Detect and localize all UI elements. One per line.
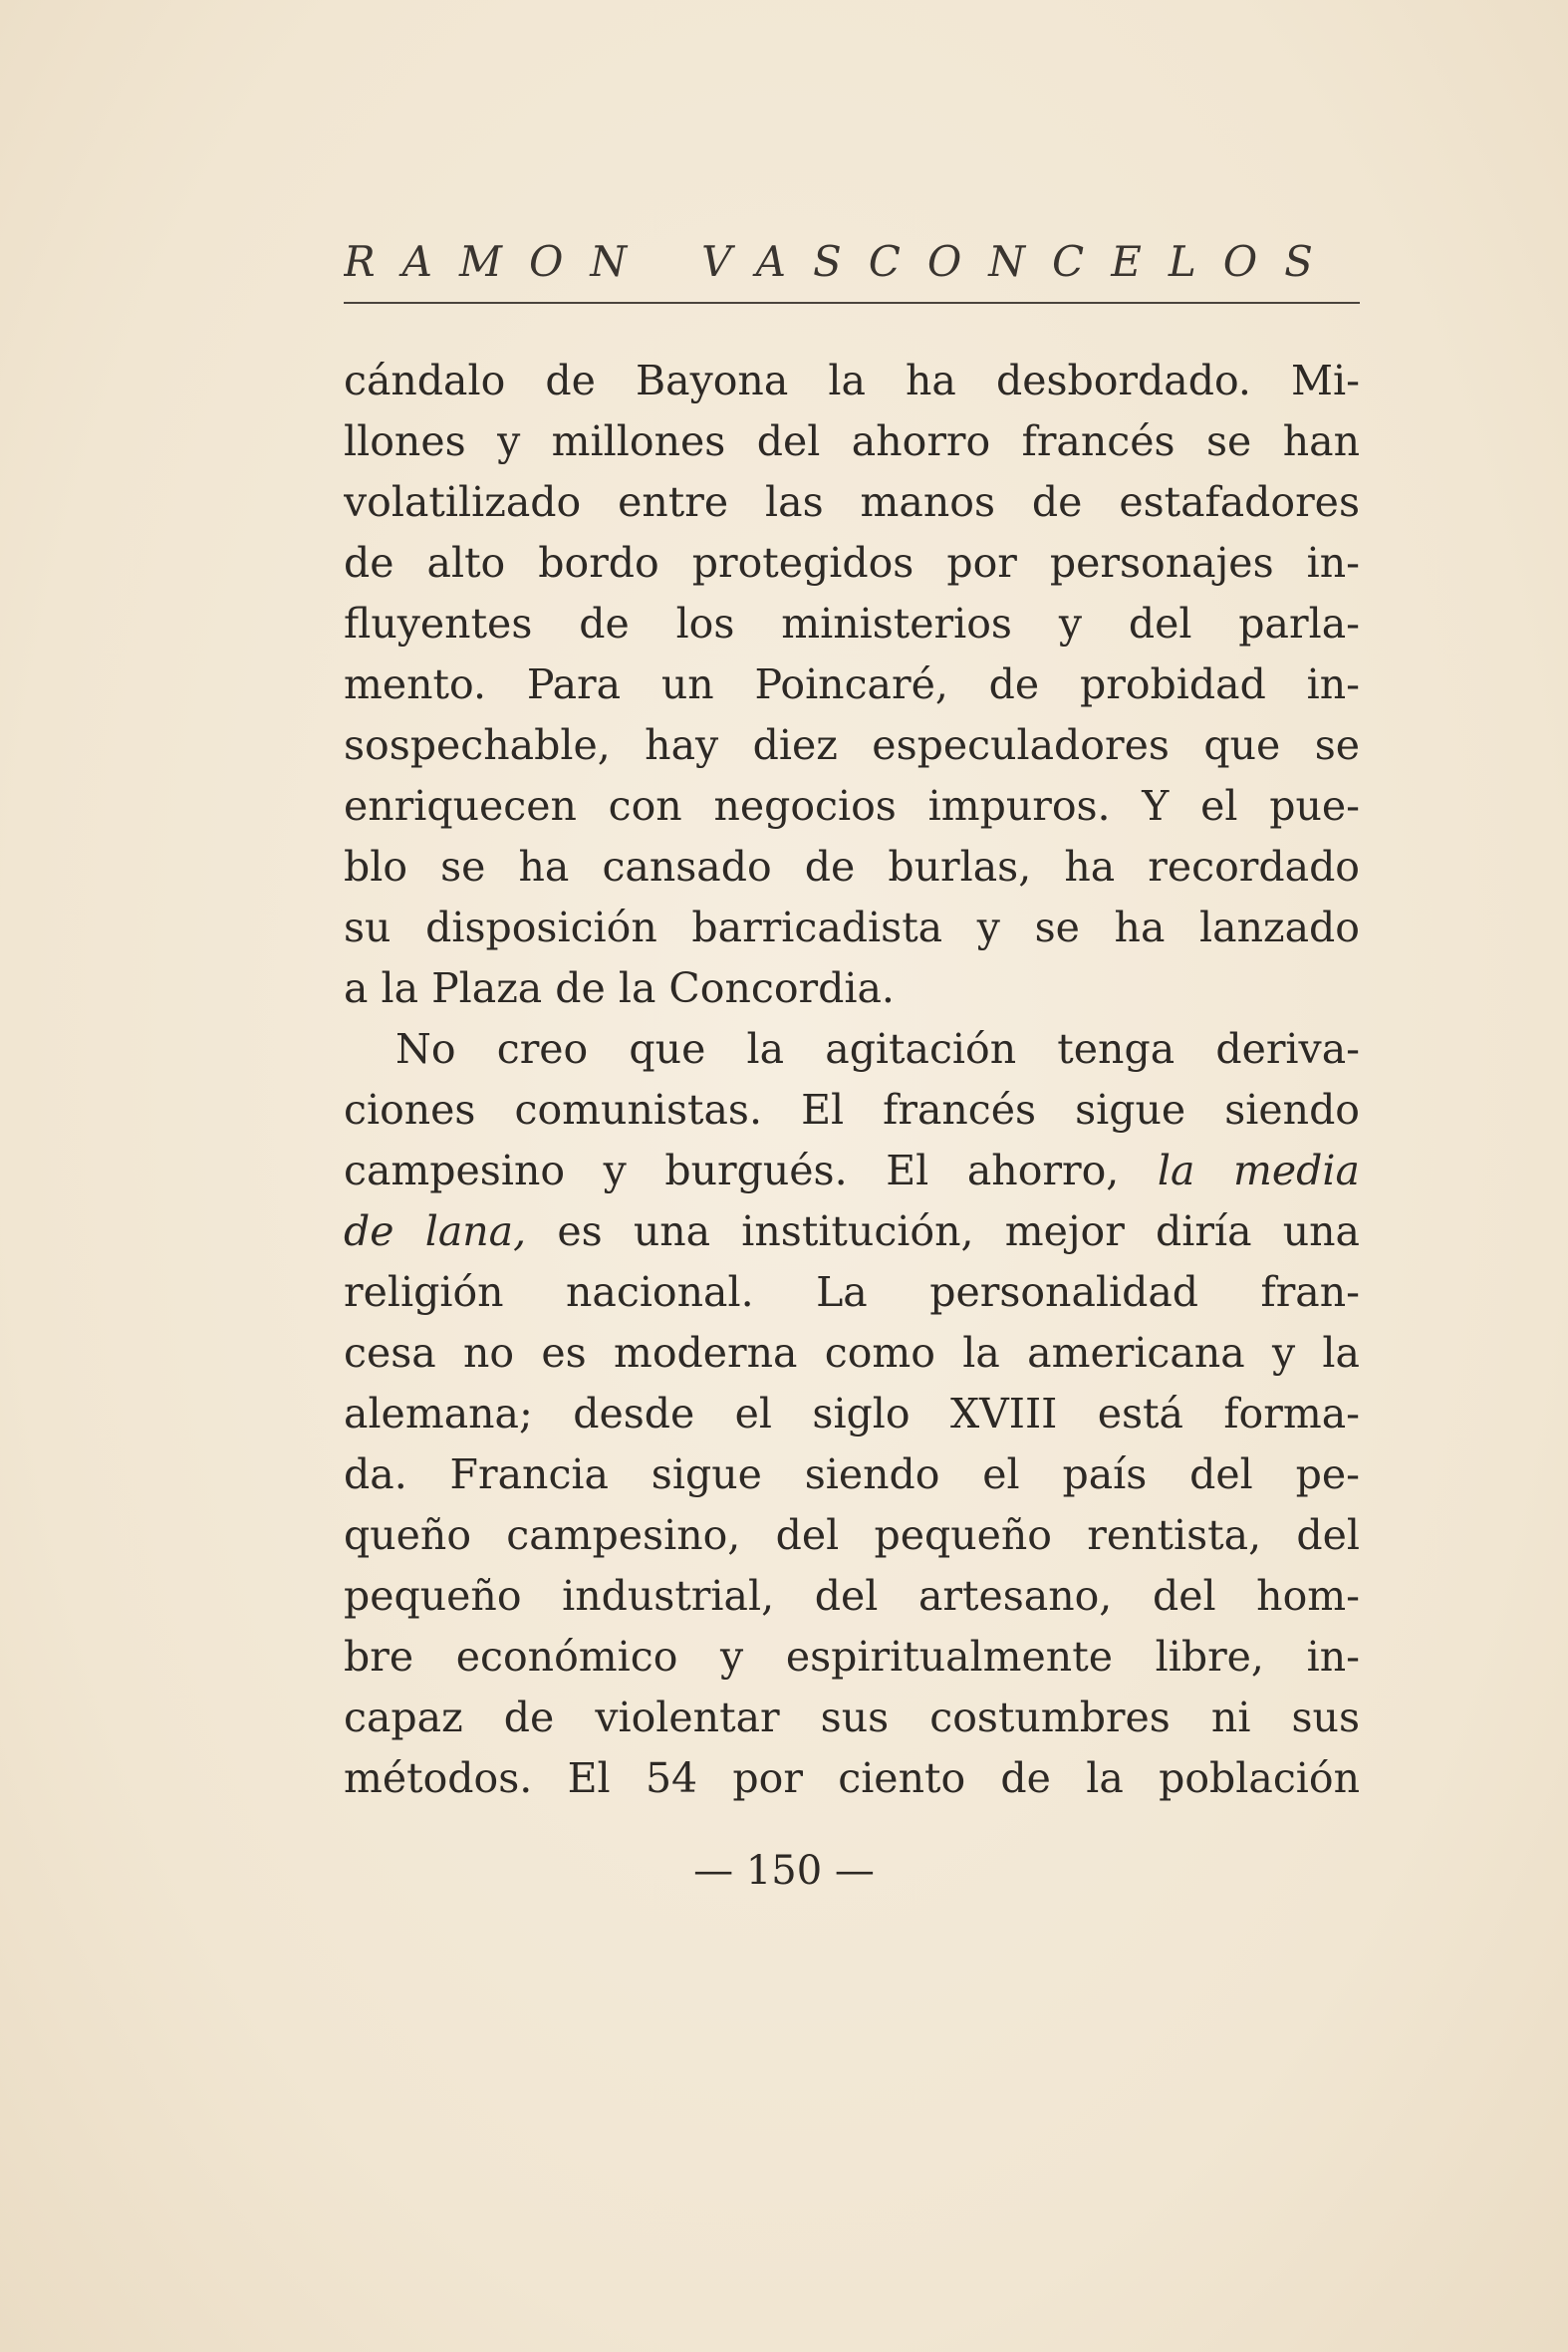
text-line: a la Plaza de la Concordia. (344, 964, 895, 1012)
text-line: religión nacional. La personalidad fran- (344, 1268, 1360, 1316)
text-line: alemana; desde el siglo XVIII está forma- (344, 1390, 1360, 1437)
text-line: mento. Para un Poincaré, de probidad in- (344, 660, 1360, 708)
text-line: capaz de violentar sus costumbres ni sus (344, 1694, 1360, 1741)
running-head-author: RAMON (344, 237, 654, 286)
page-number: — 150 — (693, 1848, 875, 1894)
text-line: sospechable, hay diez especuladores que se (344, 721, 1360, 769)
text-line: llones y millones del ahorro francés se han (344, 417, 1360, 465)
text-line: blo se ha cansado de burlas, ha recordado (344, 843, 1360, 891)
text-line: queño campesino, del pequeño rentista, del (344, 1511, 1360, 1559)
text-line (344, 1201, 1360, 1262)
text-line: cándalo de Bayona la ha desbordado. Mi- (344, 357, 1360, 404)
text-line: ciones comunistas. El francés sigue siendo (344, 1086, 1360, 1134)
body-text (344, 351, 1360, 1809)
text-line (344, 1141, 1360, 1201)
italic-phrase: de lana, (344, 1207, 527, 1255)
text-segment: campesino y burgués. El ahorro, (344, 1147, 1120, 1194)
running-head-surname: VASCONCELOS (701, 237, 1340, 286)
text-line: volatilizado entre las manos de estafadores (344, 478, 1360, 526)
text-line: fluyentes de los ministerios y del parla- (344, 600, 1360, 648)
text-segment: es una institución, mejor diría una (557, 1207, 1360, 1255)
running-head (344, 227, 1360, 297)
text-line: enriquecen con negocios impuros. Y el pue- (344, 782, 1360, 830)
text-line: cesa no es moderna como la americana y la (344, 1329, 1360, 1377)
header-rule (344, 302, 1360, 304)
text-line: da. Francia sigue siendo el país del pe- (344, 1450, 1360, 1498)
text-line: pequeño industrial, del artesano, del hom- (344, 1572, 1360, 1620)
text-line: bre económico y espiritualmente libre, in- (344, 1633, 1360, 1681)
text-line: de alto bordo protegidos por personajes in- (344, 539, 1360, 587)
text-line: métodos. El 54 por ciento de la población (344, 1754, 1360, 1802)
text-line: No creo que la agitación tenga deriva- (395, 1025, 1360, 1073)
italic-phrase: la media (1157, 1147, 1360, 1194)
text-line: su disposición barricadista y se ha lanzado (344, 904, 1360, 951)
